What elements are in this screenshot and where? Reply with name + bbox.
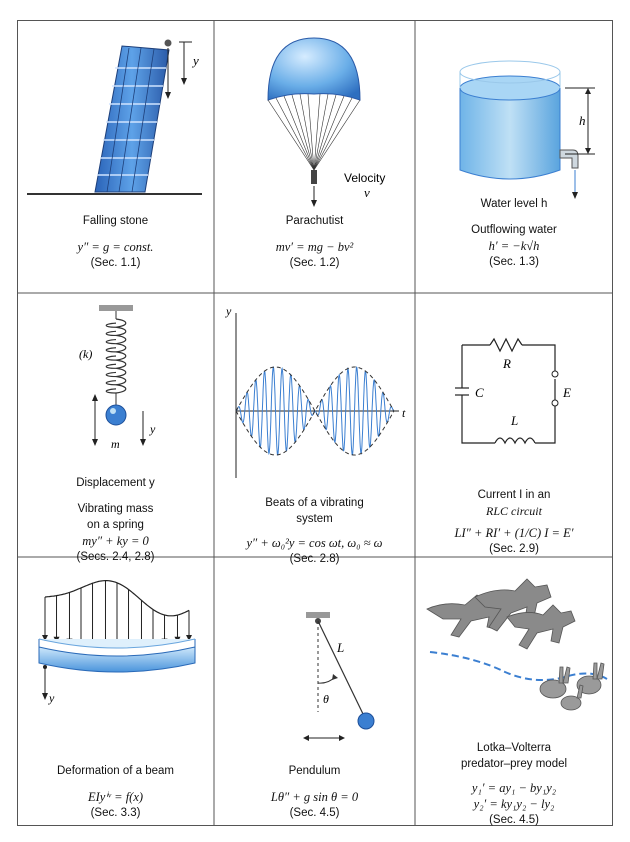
equation: h′ = −k√h [488,239,540,253]
equation: mv′ = mg − bv² [275,240,354,254]
section-ref: (Sec. 3.3) [90,807,141,819]
label-m: m [111,437,120,451]
label-y: y [150,422,156,436]
caption-title: Pendulum [288,765,341,777]
section-ref: (Sec. 1.2) [289,257,340,269]
spring-illustration [17,293,214,453]
wolf-shape [427,579,575,649]
cell-beats [214,293,415,565]
tank-illustration [415,20,613,200]
section-ref: (Sec. 2.9) [489,543,539,555]
section-ref: (Sec. 4.5) [289,807,340,819]
caption-title: Falling stone [82,215,149,227]
section-ref: (Sec. 1.1) [90,257,141,269]
caption-title: Parachutist [285,215,344,227]
label-h: h [579,113,586,128]
caption-title: Deformation of a beam [57,765,174,777]
predator-prey-illustration [415,557,613,717]
equation: y″ = g = const. [77,240,154,254]
label-y: y [226,304,232,318]
caption-line-2: system [296,513,333,525]
pendulum-illustration [214,557,415,757]
section-ref: (Sec. 2.8) [289,553,340,565]
diagram-grid [17,20,613,826]
equation: y″ + ω₀²y = cos ωt, ω₀ ≈ ω [246,536,383,550]
cell-lotka-volterra [415,557,613,826]
equation: EIyⁱᵛ = f(x) [87,790,144,804]
cell-beam [17,557,214,826]
circuit-illustration [415,293,613,453]
equation: LI″ + RI′ + (1/C) I = E′ [454,526,574,540]
label-C: C [475,385,484,400]
caption-title: Current I in an [477,489,551,501]
label-velocity: Velocity [344,171,386,185]
cell-falling-stone [17,20,214,293]
label-L: L [337,640,345,655]
caption-line-2: predator–prey model [460,758,568,770]
label-L: L [511,413,519,428]
label-y: y [193,53,199,68]
equation-2: y₂′ = ky₁y₂ − ly₂ [473,797,555,811]
label-y: y [49,691,55,705]
equation-1: y₁′ = ay₁ − by₁y₂ [471,781,557,795]
caption-title: Displacement y [76,477,155,489]
cell-outflowing-water [415,20,613,293]
caption-line-2: RLC circuit [486,504,542,518]
cell-parachutist [214,20,415,293]
caption-subtitle: Outflowing water [471,224,557,236]
section-ref: (Secs. 2.4, 2.8) [76,551,155,563]
label-theta: θ [323,692,329,706]
label-k: (k) [79,347,93,361]
label-v: v [364,185,370,200]
beats-plot [214,293,415,483]
cell-pendulum [214,557,415,826]
caption-title: Beats of a vibrating [265,497,364,509]
section-ref: (Sec. 4.5) [489,814,539,826]
cell-vibrating-mass [17,293,214,563]
caption-title: Water level h [480,198,548,210]
label-t: t [402,406,406,420]
label-R: R [503,356,511,371]
section-ref: (Sec. 1.3) [489,256,539,268]
rabbit-shape [540,663,604,710]
caption-title: Lotka–Volterra [476,742,552,754]
caption-line-3: on a spring [87,519,144,531]
caption-line-2: Vibrating mass [77,503,154,515]
tower-illustration [17,20,214,210]
equation: my″ + ky = 0 [82,534,149,548]
parachute-illustration [214,20,415,210]
label-E: E [563,385,571,400]
equation: Lθ″ + g sin θ = 0 [270,790,359,804]
cell-rlc-circuit [415,293,613,557]
beam-illustration [17,557,214,737]
